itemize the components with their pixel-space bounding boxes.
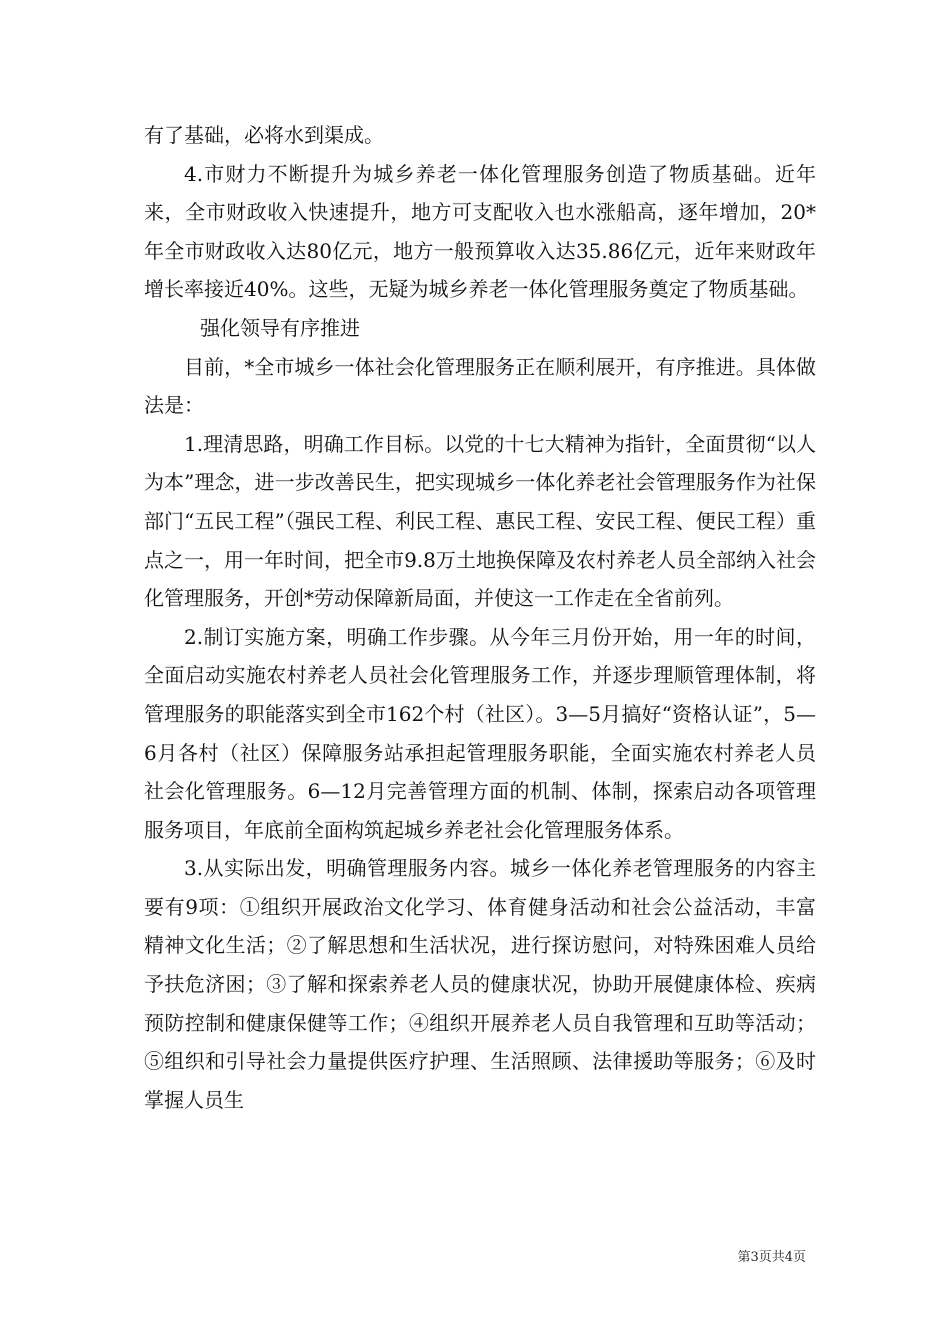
- paragraph-intro: 目前，*全市城乡一体社会化管理服务正在顺利展开，有序推进。具体做法是：: [144, 354, 816, 418]
- paragraph-point-3: 3.从实际出发，明确管理服务内容。城乡一体化养老管理服务的内容主要有9项：①组织开展政治文化学习、体育健身活动和社会公益活动，丰富精神文化生活；②了解思想和生活状况，进行探访慰问，对特殊困难人员给予扶危济困；③了解和探索养老人员的健康状况，协助开展健康体检、疾病预防控制和健康保健等工作；④组织开展养老人员自我管理和互助等活动；⑤组织和引导社会力量提供医疗护理、生活照顾、法律援助等服务；⑥及时掌握人员生: [144, 856, 816, 1112]
- paragraph-point-4: 4.市财力不断提升为城乡养老一体化管理服务创造了物质基础。近年来，全市财政收入快速提升，地方可支配收入也水涨船高，逐年增加，20*年全市财政收入达80亿元，地方一般预算收入达35.86亿元，近年来财政年增长率接近40%。这些，无疑为城乡养老一体化管理服务奠定了物质基础。: [144, 161, 816, 302]
- section-heading: 强化领导有序推进: [200, 315, 360, 340]
- document-body: [144, 116, 816, 1119]
- paragraph-point-2: 2.制订实施方案，明确工作步骤。从今年三月份开始，用一年的时间，全面启动实施农村养老人员社会化管理服务工作，并逐步理顺管理体制，将管理服务的职能落实到全市162个村（社区）。3—5月搞好“资格认证”，5—6月各村（社区）保障服务站承担起管理服务职能，全面实施农村养老人员社会化管理服务。6—12月完善管理方面的机制、体制，探索启动各项管理服务项目，年底前全面构筑起城乡养老社会化管理服务体系。: [144, 624, 816, 842]
- paragraph-point-1: 1.理清思路，明确工作目标。以党的十七大精神为指针，全面贯彻“以人为本”理念，进一步改善民生，把实现城乡一体化养老社会管理服务作为社保部门“五民工程”（强民工程、利民工程、惠民工程、安民工程、便民工程）重点之一，用一年时间，把全市9.8万土地换保障及农村养老人员全部纳入社会化管理服务，开创*劳动保障新局面，并使这一工作走在全省前列。: [144, 431, 816, 611]
- paragraph-continuation: 有了基础，必将水到渠成。: [144, 123, 384, 147]
- page-number: 第3页共4页: [737, 1250, 806, 1265]
